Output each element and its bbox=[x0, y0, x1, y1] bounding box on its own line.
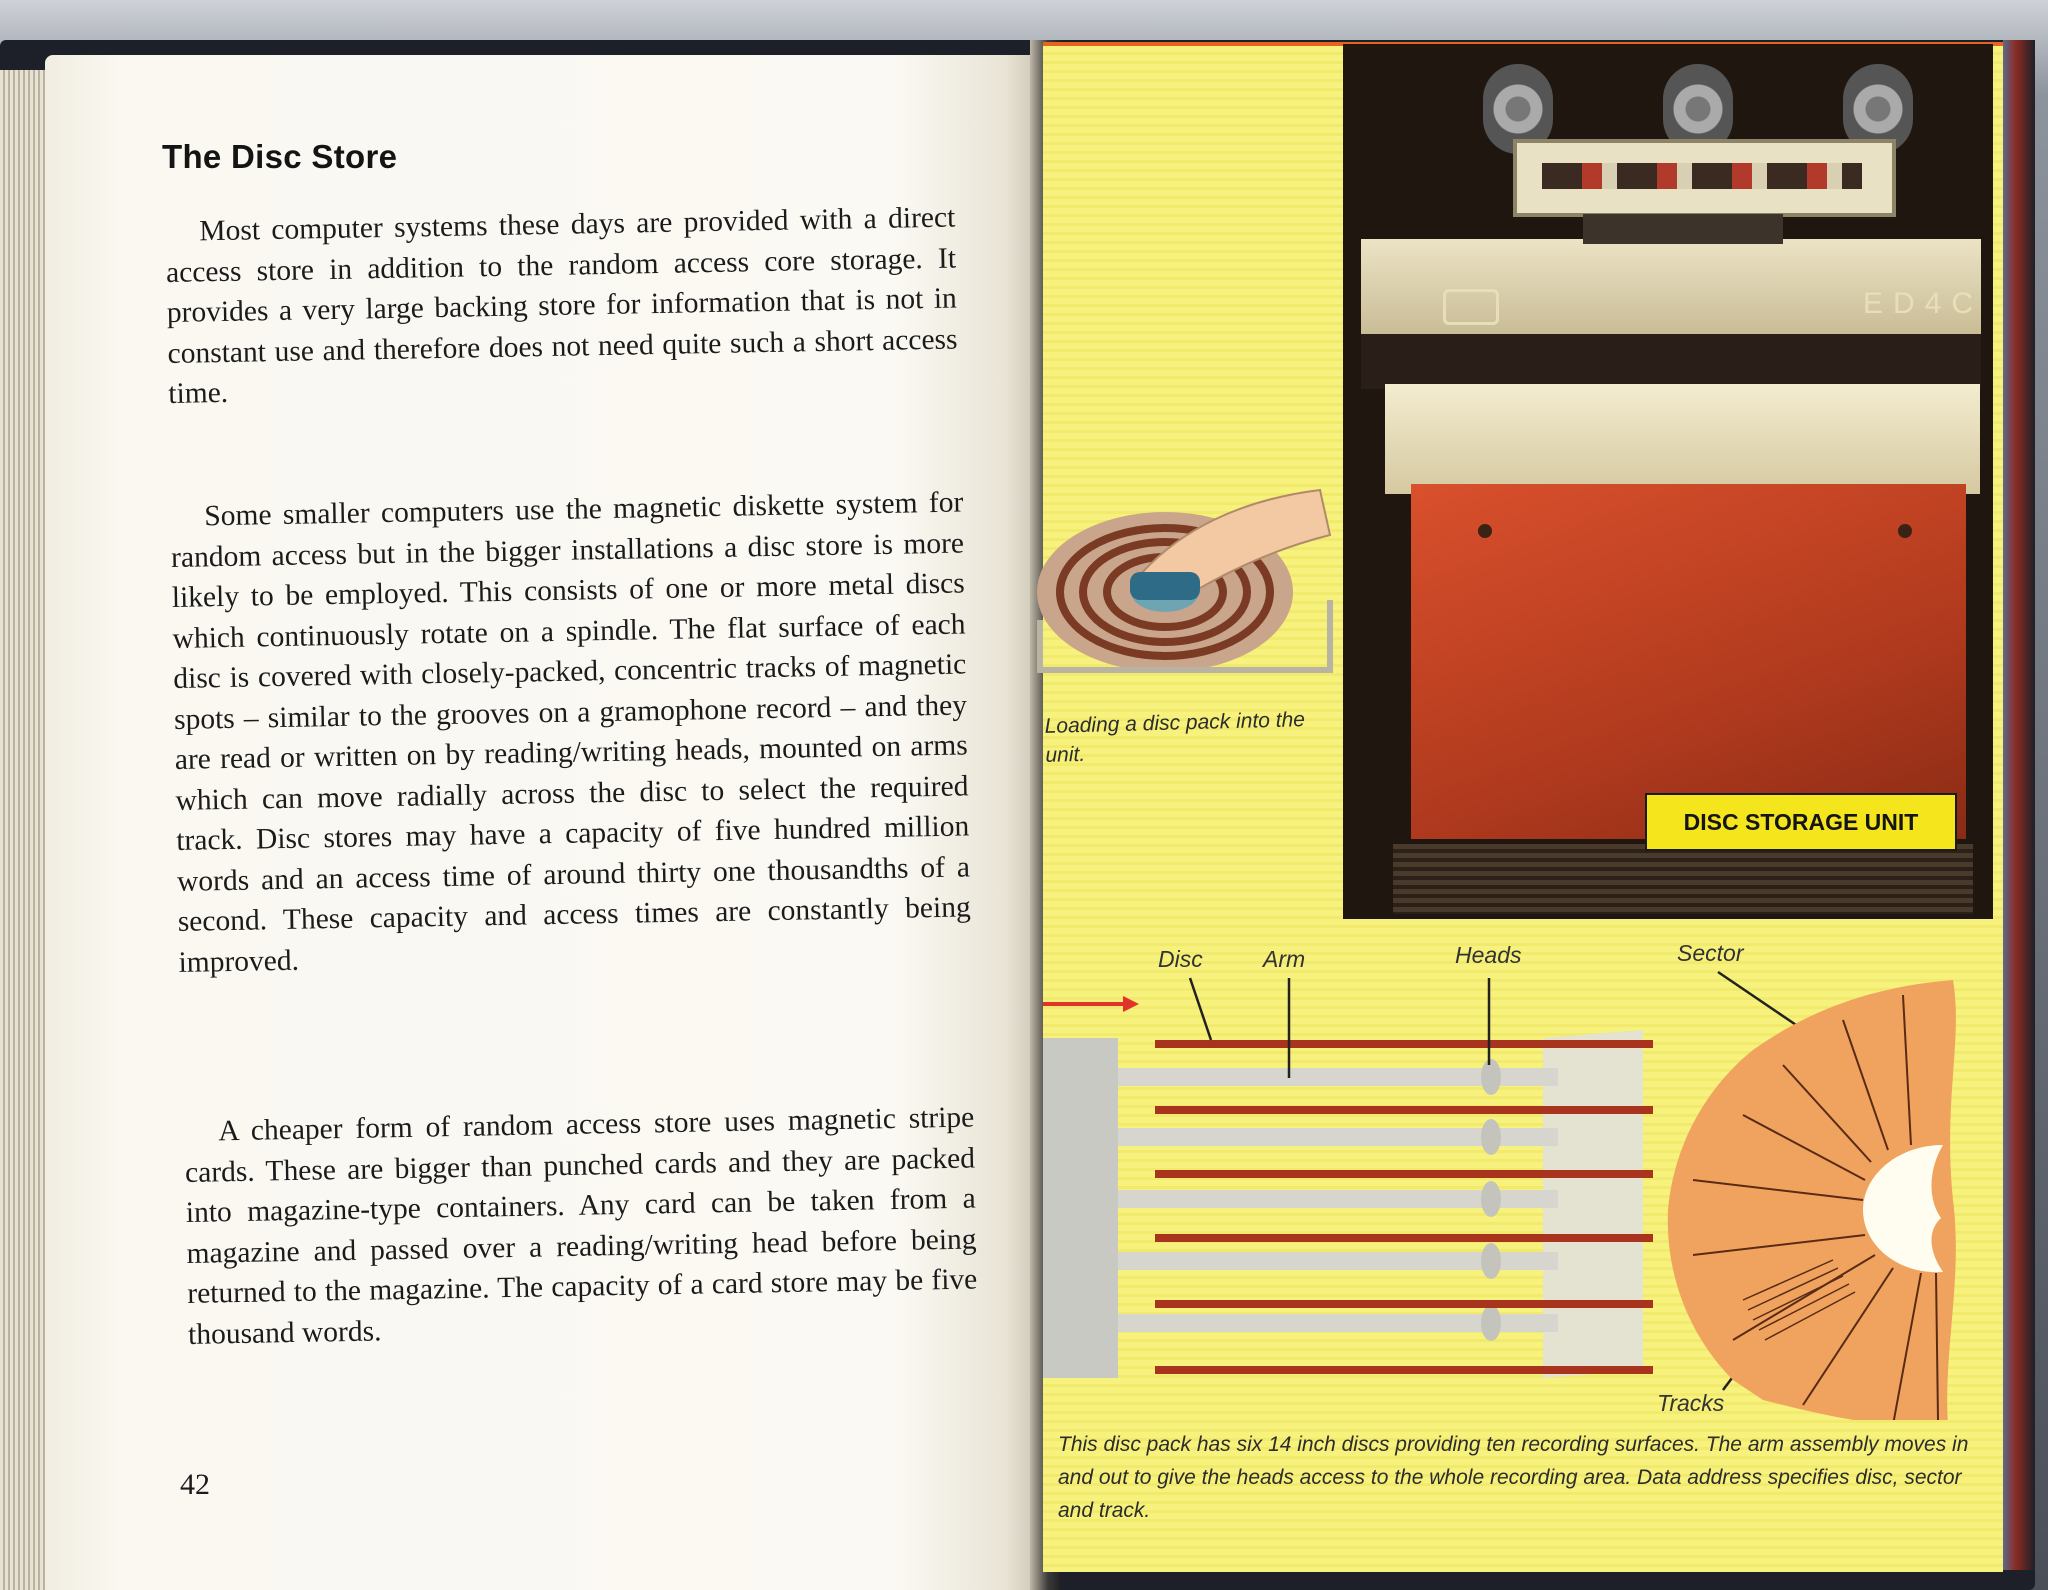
label-sector: Sector bbox=[1677, 940, 1744, 966]
disc bbox=[1155, 1366, 1653, 1374]
head bbox=[1481, 1119, 1501, 1155]
panel-lights bbox=[1542, 163, 1862, 189]
paragraph-2: Some smaller computers use the magnetic diskette system for random access but in the bigger installations a disc store is more likely to be employed. This consists of one or more metal discs which continuously rotate on a spindle. The flat surface of each disc is covered with closely-packed, concentric tracks of magnetic spots – similar to the grooves on a gramophone record – and they are read or written on by reading/writing heads, mounted on arms which can move radially across the disc to select the required track. Disc stores may have a capacity of five hundred million words and an access time of around thirty one thousandths of a second. These capacity and access times are constantly being improved. bbox=[170, 486, 971, 979]
disc bbox=[1155, 1106, 1653, 1114]
head bbox=[1481, 1243, 1501, 1279]
heads bbox=[1481, 1059, 1501, 1341]
disc-pack-caption: This disc pack has six 14 inch discs providing ten recording surfaces. The arm assembly moves in and out to give the heads access to the whole recording area. Data address specifies disc, sector and track. bbox=[1058, 1433, 1969, 1522]
arm-carriage bbox=[1043, 1038, 1118, 1378]
label-tracks: Tracks bbox=[1657, 1390, 1725, 1416]
disc bbox=[1155, 1170, 1653, 1178]
brand-logo bbox=[1443, 289, 1499, 325]
paragraph-3: A cheaper form of random access store uses magnetic stripe cards. These are bigger than punched cards and they are packed into magazine-type containers. Any card can be taken from a magazine and passed over a reading/writing head before being returned to the magazine. The capacity of a card store may be five thousand words. bbox=[184, 1101, 978, 1351]
disc bbox=[1155, 1300, 1653, 1308]
loading-illustration bbox=[1030, 480, 1350, 710]
model-label: ED4C bbox=[1863, 287, 1984, 320]
page-edges bbox=[0, 70, 50, 1590]
head bbox=[1481, 1181, 1501, 1217]
arrow-indicator bbox=[1043, 996, 1139, 1012]
door-knob bbox=[1478, 524, 1492, 538]
sector-diagram bbox=[1668, 980, 1956, 1420]
label-arm: Arm bbox=[1263, 946, 1306, 972]
cabinet-door bbox=[1411, 484, 1966, 839]
right-page-edges bbox=[2003, 40, 2035, 1570]
cabinet-middle bbox=[1385, 384, 1980, 494]
page-title: The Disc Store bbox=[162, 138, 398, 175]
paragraph-1: Most computer systems these days are provided with a direct access store in addition to the random access core storage. It provides a very large backing store for information that is not in constant use and therefore does not need quite such a short access time. bbox=[165, 201, 958, 410]
disc bbox=[1155, 1040, 1653, 1048]
loading-caption: Loading a disc pack into the unit. bbox=[1044, 708, 1306, 767]
disc-storage-unit-label: DISC STORAGE UNIT bbox=[1645, 793, 1957, 851]
head bbox=[1481, 1305, 1501, 1341]
disc-storage-unit-photo bbox=[1343, 44, 1993, 919]
label-disc: Disc bbox=[1158, 946, 1203, 972]
disc-slot bbox=[1583, 214, 1783, 244]
disc bbox=[1155, 1234, 1653, 1242]
cabinet-band bbox=[1361, 334, 1981, 389]
label-heads: Heads bbox=[1455, 942, 1522, 968]
door-knob bbox=[1898, 524, 1912, 538]
control-panel bbox=[1513, 139, 1896, 217]
disc-pack-diagram bbox=[1043, 900, 2003, 1420]
page-number: 42 bbox=[180, 1468, 210, 1501]
head bbox=[1481, 1059, 1501, 1095]
